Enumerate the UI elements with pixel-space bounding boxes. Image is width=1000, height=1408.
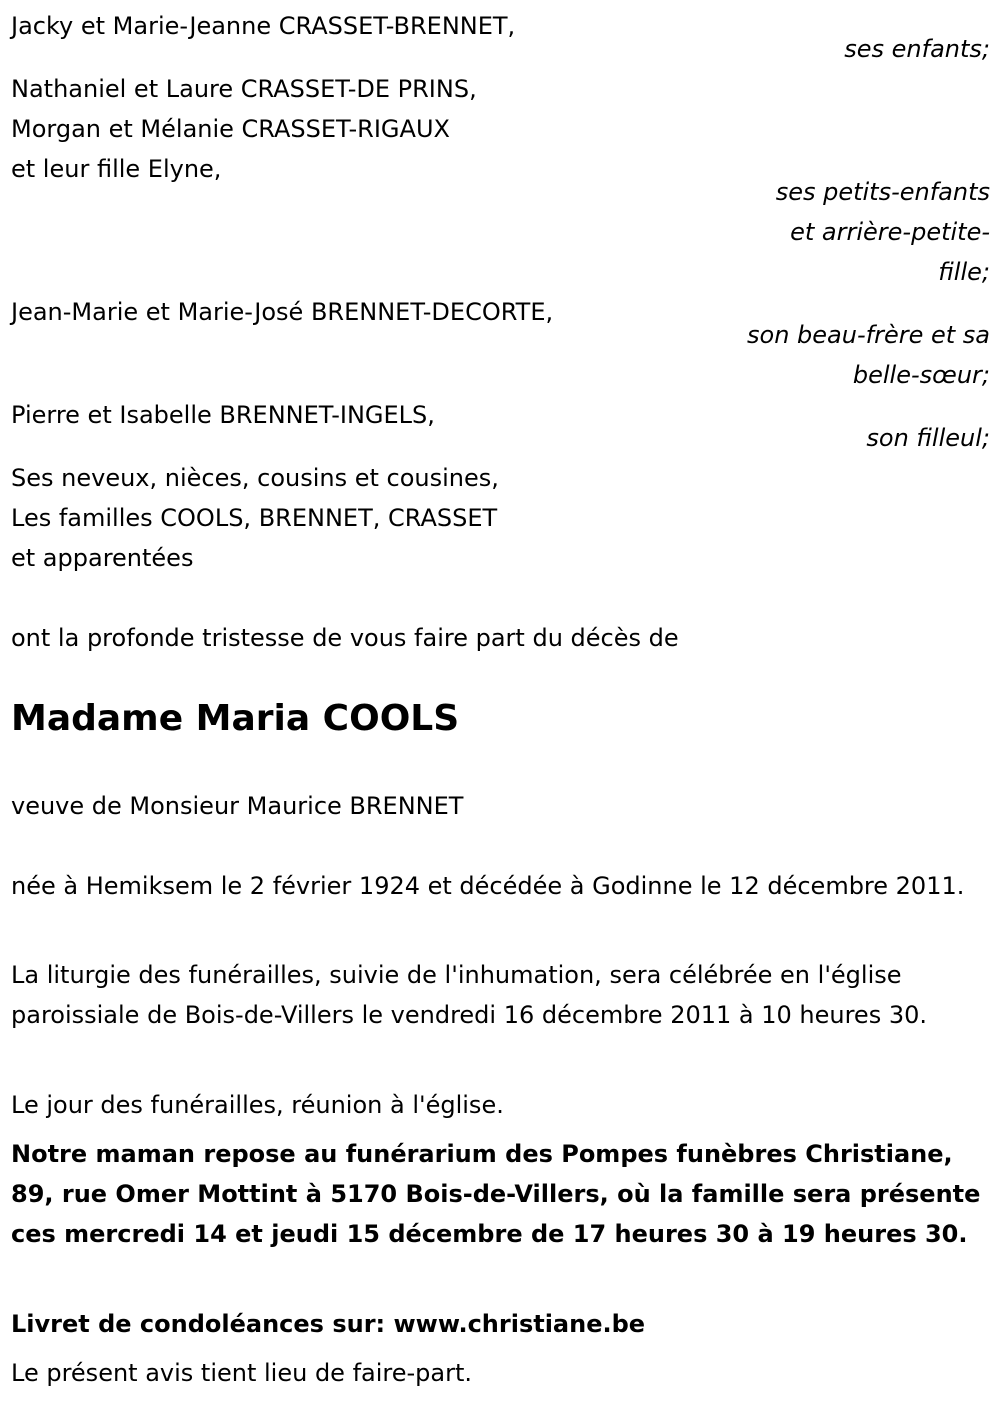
grandchildren-role-1: ses petits-enfants [775,178,990,206]
condolences-text: Livret de condoléances sur: www.christiane.be [11,1310,646,1338]
funerarium-text: Notre maman repose au funérarium des Pompes funèbres Christiane, 89, rue Omer Mottint à 5170 Bois-de-Villers, où la famille sera présente ces mercredi 14 et jeudi 15 décembre de 17 heures 30 à 19 heures 30. [11,1140,981,1248]
inlaws-role-2: belle-sœur; [852,361,990,389]
inlaws-role-1: son beau-frère et sa [747,321,990,349]
birth-death-text: née à Hemiksem le 2 février 1924 et décédée à Godinne le 12 décembre 2011. [11,872,965,900]
grandchild-names-2: Morgan et Mélanie CRASSET-RIGAUX [11,115,450,143]
relatives-1: Ses neveux, nièces, cousins et cousines, [11,464,499,492]
widow-of: veuve de Monsieur Maurice BRENNET [11,792,464,820]
meeting-text: Le jour des funérailles, réunion à l'église. [11,1091,504,1119]
announcement-text: ont la profonde tristesse de vous faire part du décès de [11,624,679,652]
inlaws-names: Jean-Marie et Marie-José BRENNET-DECORTE, [11,298,554,326]
deceased-name: Madame Maria COOLS [11,698,460,739]
grandchild-names-3: et leur fille Elyne, [11,155,222,183]
grandchildren-role-3: fille; [938,258,990,286]
godson-names: Pierre et Isabelle BRENNET-INGELS, [11,401,435,429]
children-names: Jacky et Marie-Jeanne CRASSET-BRENNET, [11,12,516,40]
grandchild-names-1: Nathaniel et Laure CRASSET-DE PRINS, [11,75,477,103]
closing-text: Le présent avis tient lieu de faire-part. [11,1359,473,1387]
godson-role: son filleul; [866,424,990,452]
grandchildren-role-2: et arrière-petite- [790,218,990,246]
children-role: ses enfants; [844,35,990,63]
relatives-3: et apparentées [11,544,194,572]
relatives-2: Les familles COOLS, BRENNET, CRASSET [11,504,498,532]
liturgy-text: La liturgie des funérailles, suivie de l'inhumation, sera célébrée en l'église paroissiale de Bois-de-Villers le vendredi 16 décembre 2011 à 10 heures 30. [11,961,927,1029]
